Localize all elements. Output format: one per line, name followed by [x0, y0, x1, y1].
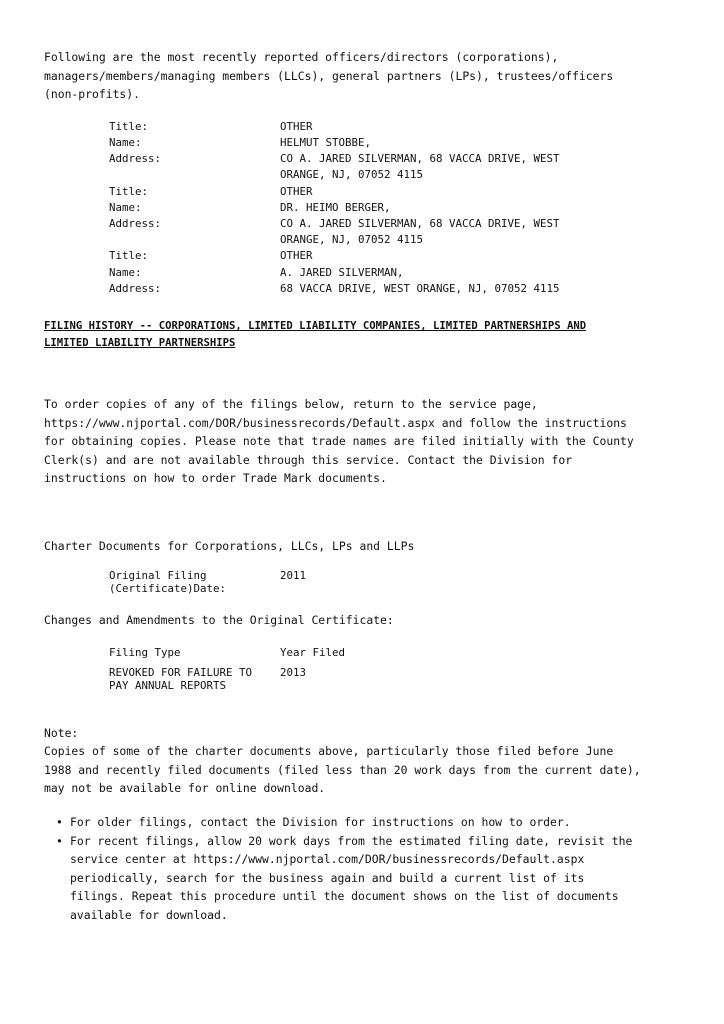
- officer-title-row: [109, 248, 684, 264]
- original-filing-row: [109, 569, 684, 596]
- title-label: Title:: [109, 184, 149, 198]
- address-label: Address:: [109, 281, 162, 295]
- officer-name-row: [109, 200, 684, 216]
- bullet-line: • For recent filings, allow 20 work days from the estimated filing date, revisit the: [70, 833, 633, 848]
- officer-address-row: [109, 281, 684, 297]
- heading-line: FILING HISTORY -- CORPORATIONS, LIMITED LIABILITY COMPANIES, LIMITED PARTNERSHIPS AND: [44, 320, 587, 333]
- note-line: Copies of some of the charter documents above, particularly those filed before June: [44, 744, 614, 759]
- charter-heading: Charter Documents for Corporations, LLCs, LPs and LLPs: [44, 538, 415, 553]
- officers-list: [109, 119, 684, 297]
- order-line: for obtaining copies. Please note that trade names are filed initially with the County: [44, 434, 634, 449]
- label-line: Original Filing: [109, 568, 207, 582]
- order-line: instructions on how to order Trade Mark documents.: [44, 471, 387, 486]
- bullet-line: periodically, search for the business again and build a current list of its: [70, 870, 585, 885]
- order-instructions: [44, 395, 684, 488]
- note-label: Note:: [44, 725, 79, 740]
- title-value: OTHER: [280, 184, 313, 198]
- name-label: Name:: [109, 200, 142, 214]
- heading-line: LIMITED LIABILITY PARTNERSHIPS: [44, 337, 236, 350]
- filing-history-heading: [44, 318, 684, 352]
- original-filing-label: [109, 569, 280, 596]
- filing-type-cell: [109, 666, 280, 693]
- col-filing-type: Filing Type: [109, 646, 181, 660]
- address-value: [280, 216, 684, 248]
- address-line: ORANGE, NJ, 07052 4115: [280, 233, 424, 247]
- order-line: https://www.njportal.com/DOR/businessrecords/Default.aspx and follow the instructions: [44, 415, 627, 430]
- order-line: Clerk(s) and are not available through this service. Contact the Division for: [44, 452, 573, 467]
- cell-line: REVOKED FOR FAILURE TO: [109, 665, 253, 679]
- filings-table: [109, 646, 684, 693]
- list-item: [44, 832, 684, 925]
- officers-intro: [44, 48, 684, 104]
- bullet-line: service center at https://www.njportal.com/DOR/businessrecords/Default.aspx: [70, 852, 585, 867]
- label-line: (Certificate)Date:: [109, 582, 227, 596]
- address-line: ORANGE, NJ, 07052 4115: [280, 168, 424, 182]
- note-text: [44, 742, 684, 798]
- address-value: [280, 151, 684, 183]
- officer-title-row: [109, 184, 684, 200]
- intro-line: Following are the most recently reported officers/directors (corporations),: [44, 50, 559, 64]
- note-bullets: [44, 813, 684, 925]
- officer-name-row: [109, 135, 684, 151]
- officer-title-row: [109, 119, 684, 135]
- title-value: OTHER: [280, 119, 313, 133]
- name-value: A. JARED SILVERMAN,: [280, 265, 404, 279]
- filings-header-row: [109, 646, 684, 660]
- note-line: may not be available for online download.: [44, 781, 326, 796]
- name-value: DR. HEIMO BERGER,: [280, 200, 391, 214]
- officer-address-row: [109, 216, 684, 248]
- year-filed-cell: 2013: [280, 665, 307, 679]
- intro-line: managers/members/managing members (LLCs), general partners (LPs), trustees/officers: [44, 68, 614, 83]
- original-filing-value: 2011: [280, 568, 307, 582]
- name-label: Name:: [109, 265, 142, 279]
- changes-heading: Changes and Amendments to the Original Certificate:: [44, 612, 394, 627]
- bullet-line: available for download.: [70, 908, 228, 923]
- title-value: OTHER: [280, 249, 313, 263]
- bullet-line: filings. Repeat this procedure until the document shows on the list of documents: [70, 889, 619, 904]
- order-line: To order copies of any of the filings below, return to the service page,: [44, 397, 538, 412]
- title-label: Title:: [109, 119, 149, 133]
- bullet-line: • For older filings, contact the Division for instructions on how to order.: [70, 815, 571, 830]
- list-item: [44, 813, 684, 832]
- cell-line: PAY ANNUAL REPORTS: [109, 679, 227, 693]
- name-label: Name:: [109, 135, 142, 149]
- title-label: Title:: [109, 249, 149, 263]
- intro-line: (non-profits).: [44, 87, 141, 102]
- officer-name-row: [109, 265, 684, 281]
- document-page: [44, 48, 684, 925]
- address-line: CO A. JARED SILVERMAN, 68 VACCA DRIVE, WEST: [280, 217, 560, 230]
- address-label: Address:: [109, 152, 162, 166]
- officer-address-row: [109, 151, 684, 183]
- col-year-filed: Year Filed: [280, 646, 346, 660]
- name-value: HELMUT STOBBE,: [280, 135, 372, 149]
- address-label: Address:: [109, 217, 162, 230]
- address-line: CO A. JARED SILVERMAN, 68 VACCA DRIVE, WEST: [280, 152, 560, 166]
- note-line: 1988 and recently filed documents (filed less than 20 work days from the current date),: [44, 762, 641, 777]
- address-value: 68 VACCA DRIVE, WEST ORANGE, NJ, 07052 4115: [280, 281, 560, 295]
- table-row: [109, 666, 684, 693]
